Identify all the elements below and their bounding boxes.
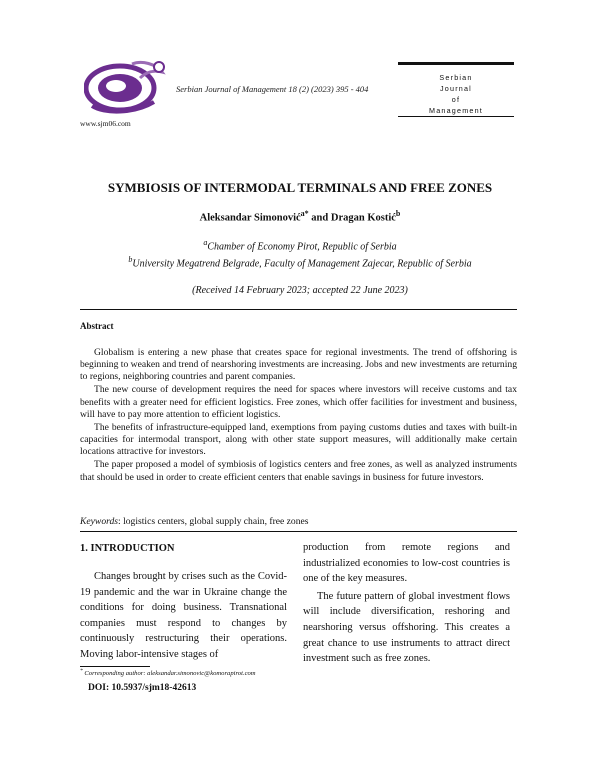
journal-website[interactable]: www.sjm06.com — [80, 119, 131, 128]
affiliation-mark: a — [203, 238, 208, 247]
section-heading: 1. INTRODUCTION — [80, 543, 175, 554]
body-paragraph: Changes brought by crises such as the Covid-19 pandemic and the war in Ukraine change the conditions for doing business. Transnational companies must respond to changes by continuously restructuring their operations. Moving labor-intensive stages of — [80, 571, 287, 660]
keywords-list: : logistics centers, global supply chain, free zones — [118, 516, 309, 527]
divider — [80, 309, 517, 310]
journal-box-bottom-rule — [398, 116, 514, 117]
footnote — [80, 668, 256, 677]
author-superscript: b — [395, 209, 401, 218]
abstract-paragraph: The new course of development requires the need for spaces where investors will receive customs and tax benefits with a greater need for efficient logistics. Free zones, which offer facilities for investment and business, will have to pay more attention to efficient logistics. — [80, 384, 517, 420]
author-name: Dragan Kostić — [330, 212, 396, 224]
footnote-rule — [80, 666, 150, 667]
journal-box-top-rule — [398, 62, 514, 65]
doi[interactable]: DOI: 10.5937/sjm18-42613 — [88, 683, 197, 693]
journal-name-line: Management — [429, 106, 483, 115]
sjm-logo-icon — [84, 58, 174, 116]
abstract-heading: Abstract — [80, 321, 114, 331]
keywords-label: Keywords — [80, 516, 119, 527]
keywords — [80, 516, 309, 527]
divider — [80, 531, 517, 532]
footnote-mark: * — [80, 668, 83, 674]
abstract-paragraph: The paper proposed a model of symbiosis of logistics centers and free zones, as well as analyzed instruments that should be used in order to create efficient centers that enable savings in business for future investors. — [80, 459, 517, 483]
journal-name-line: Serbian — [439, 73, 473, 82]
article-title: SYMBIOSIS OF INTERMODAL TERMINALS AND FREE ZONES — [107, 180, 493, 195]
affiliation-text: University Megatrend Belgrade, Faculty of Management Zajecar, Republic of Serbia — [132, 258, 472, 270]
author-superscript: a* — [300, 209, 309, 218]
abstract-paragraph: The benefits of infrastructure-equipped land, exemptions from paying customs duties and taxes with built-in capacities for intermodal transport, along with other state support measures, will additionally make certain locations attractive for investors. — [80, 421, 517, 458]
received-dates: (Received 14 February 2023; accepted 22 June 2023) — [192, 285, 408, 296]
journal-name-line: of — [451, 95, 461, 104]
journal-name-line: Journal — [440, 84, 472, 93]
affiliation-mark: b — [128, 255, 133, 264]
body-column-right — [303, 540, 510, 667]
author-conjunction: and — [308, 212, 331, 224]
affiliation — [0, 255, 600, 269]
abstract-paragraph: Globalism is entering a new phase that creates space for regional investments. The trend of offshoring is beginning to weaken and trend of nearshoring investments are increasing. Jobs and new investments are returning to regions, neighboring countries and parent companies. — [80, 347, 517, 383]
journal-citation: Serbian Journal of Management 18 (2) (2023) 395 - 404 — [176, 84, 369, 94]
affiliation-text: Chamber of Economy Pirot, Republic of Serbia — [207, 241, 397, 253]
abstract-body — [80, 347, 517, 485]
affiliation — [0, 238, 600, 252]
author-name: Aleksandar Simonović — [199, 212, 301, 224]
body-paragraph: production from remote regions and industrialized economies to low-cost countries is one of the key measures. — [303, 542, 510, 585]
body-column-left — [80, 569, 287, 663]
body-paragraph: The future pattern of global investment flows will include diversification, reshoring and nearshoring versus offshoring. This creates a great chance to use instruments to attract direct investment such as free zones. — [303, 590, 510, 665]
journal-logo — [84, 58, 174, 116]
author-line — [0, 209, 600, 224]
journal-name-box — [398, 72, 514, 116]
footnote-text: Corresponding author: aleksandar.simonovic@komorapirot.com — [84, 670, 256, 678]
